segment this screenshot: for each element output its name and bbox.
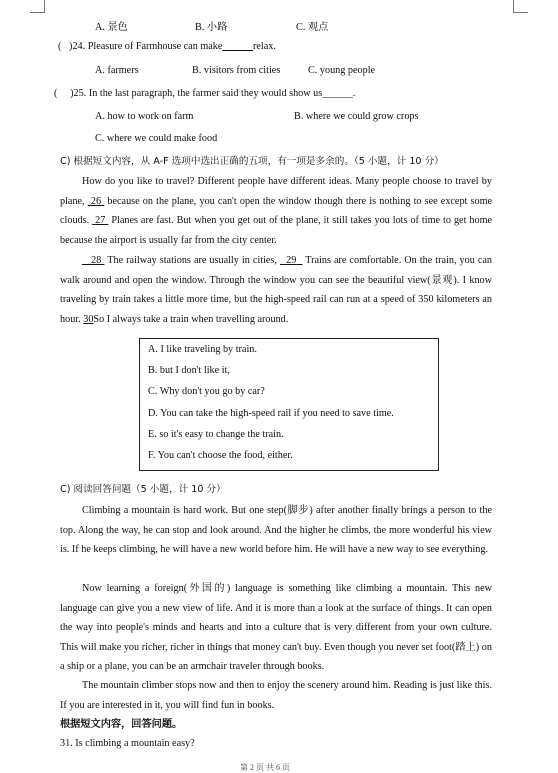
q25-option-b: B. where we could grow crops <box>294 111 419 122</box>
blank-28: 28 <box>91 255 102 266</box>
crop-mark-top-left <box>30 0 45 13</box>
header-strip <box>60 0 498 7</box>
option-f: F. You can't choose the food, either. <box>148 450 293 461</box>
question-31: 31. Is climbing a mountain easy? <box>60 738 195 749</box>
q23-option-c: C. 观点 <box>296 22 329 33</box>
q24-blank: ______ <box>222 41 253 52</box>
q24-option-a: A. farmers <box>95 65 139 76</box>
q25-option-a: A. how to work on farm <box>95 111 194 122</box>
passage-c1-paragraph-2: 28 The railway stations are usually in cities, 29 Trains are comfortable. On the train, you can walk around and open the window. Through the window you can see the beautiful view(景观). I know traveling by train takes a little more time, but the high-speed rail can run at a speed of 350 kilometers an hour. 30So I always take a train when travelling around. <box>60 255 493 325</box>
passage-c2-paragraph-1: Climbing a mountain is hard work. But one step(脚步) after another finally brings a person to the top. Along the way, he can stop and look around. And the higher he climbs, the more wonderful his view is. If he keeps climbing, he will have a new world before him. He will have a new way to see everything. <box>60 505 492 555</box>
answer-instruction: 根据短文内容，回答问题。 <box>60 719 183 730</box>
blank-26: 26 <box>90 195 102 207</box>
option-b: B. but I don't like it, <box>148 365 230 376</box>
q25-text: 25. In the last paragraph, the farmer said they would show us______. <box>73 88 356 99</box>
question-25 <box>54 88 355 99</box>
q24-option-c: C. young people <box>308 65 376 76</box>
passage-c2-paragraph-3: The mountain climber stops now and then to enjoy the scenery around him. Reading is just like this. If you are interested in it, you will find fun in books. <box>60 680 492 711</box>
blank-29: 29 <box>286 255 297 266</box>
options-box <box>139 338 439 471</box>
page-footer: 第 2 页 共 6 页 <box>240 763 290 772</box>
option-e: E. so it's easy to change the train. <box>148 429 284 440</box>
q25-option-c: C. where we could make food <box>95 133 218 144</box>
passage-c1-paragraph-1: How do you like to travel? Different people have different ideas. Many people choose to travel by plane, 26 because on the plane, you can't open the window though there is nothing to see except some clouds. 27 Planes are fast. But when you get out of the plane, it still takes you lots of time to get home because the airport is usually far from the city center. <box>60 176 493 246</box>
q24-option-b: B. visitors from cities <box>192 65 281 76</box>
option-a: A. I like traveling by train. <box>148 344 257 355</box>
question-24 <box>58 41 276 52</box>
section-c2-heading: C) 阅读回答问题（5 小题，计 10 分） <box>60 484 226 495</box>
option-c: C. Why don't you go by car? <box>148 386 265 397</box>
crop-mark-top-right <box>513 0 528 13</box>
option-d: D. You can take the high-speed rail if you need to save time. <box>148 408 394 419</box>
blank-27: 27 <box>95 215 106 226</box>
passage-c2-paragraph-2: Now learning a foreign(外国的) language is something like climbing a mountain. This new language can give you a new view of life. And it is more than a look at the surface of things. It can open the way into people's minds and hearts and into a culture that is very different from your own culture. This will make you richer, richer in things that money can't buy. Even though you never set foot(踏上) on a ship or a plane, you can be an armchair traveler through books. <box>60 583 492 672</box>
q24-text: 24. Pleasure of Farmhouse can make <box>72 41 223 52</box>
answer-paren-24: ( ) <box>58 41 73 52</box>
q24-text-end: relax. <box>252 41 276 52</box>
q23-option-b: B. 小路 <box>195 22 228 33</box>
answer-paren-25: ( ) <box>54 88 74 99</box>
section-c1-heading: C) 根据短文内容，从 A-F 选项中选出正确的五项，有一项是多余的。（5 小题，计 10 分） <box>60 156 444 167</box>
q23-option-a: A. 景色 <box>95 22 128 33</box>
blank-30: 30 <box>83 313 94 325</box>
